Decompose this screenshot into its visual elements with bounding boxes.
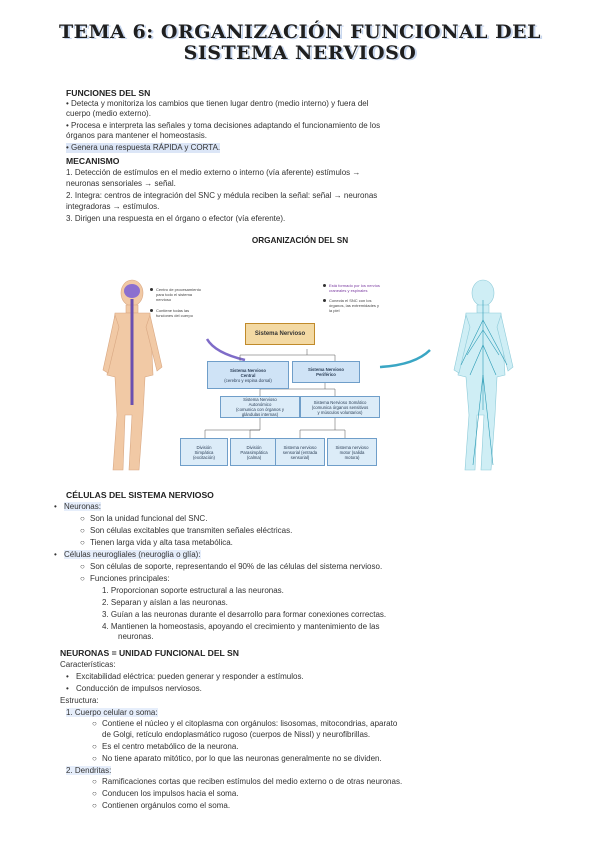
soma-sub: ○ No tiene aparato mitótico, por lo que las neuronas generalmente no se dividen. bbox=[92, 754, 382, 763]
note-left bbox=[150, 287, 230, 318]
dendritas-sub: ○ Contienen orgánulos como el soma. bbox=[92, 801, 231, 810]
diagram-heading: ORGANIZACIÓN DEL SN bbox=[251, 236, 349, 245]
caract-item: • Excitabilidad eléctrica: pueden generar y responder a estímulos. bbox=[66, 672, 304, 681]
box-parasimpatica: División Parasimpática (calma) bbox=[230, 438, 278, 466]
neuronas-item: • Neuronas: bbox=[54, 502, 101, 511]
nervous-system-diagram bbox=[95, 255, 520, 480]
note-left-line: Contiene todas las bbox=[156, 308, 190, 313]
funciones-line: órganos para mantener el homeostasis. bbox=[66, 131, 207, 140]
neuronas-unidad-heading: NEURONAS = UNIDAD FUNCIONAL DEL SN bbox=[60, 648, 239, 658]
note-right bbox=[323, 283, 413, 313]
note-left-line: para todo el sistema bbox=[156, 292, 193, 297]
caract-item: • Conducción de impulsos nerviosos. bbox=[66, 684, 202, 693]
funciones-line: • Procesa e interpreta las señales y toma decisiones adaptando el funcionamiento de los bbox=[66, 121, 381, 130]
title-line-2: SISTEMA NERVIOSO bbox=[183, 42, 417, 64]
glia-funcion-cont: neuronas. bbox=[118, 632, 154, 641]
note-right-line: la piel bbox=[329, 308, 340, 313]
celulas-heading: CÉLULAS DEL SISTEMA NERVIOSO bbox=[66, 490, 214, 500]
mecanismo-line: integradoras → estímulos. bbox=[66, 202, 160, 211]
note-right-line: Conecta el SNC con los bbox=[329, 298, 372, 303]
note-right-line: Está formado por los nervios bbox=[329, 283, 380, 288]
estructura-item-2: 2. Dendritas: bbox=[66, 766, 112, 775]
soma-sub-cont: de Golgi, retículo endoplasmático rugoso (cuerpos de Nissl) y neurofibrillas. bbox=[102, 730, 371, 739]
funciones-heading: FUNCIONES DEL SN bbox=[66, 88, 151, 98]
mecanismo-line: 2. Integra: centros de integración del SNC y médula reciben la señal: señal → neuronas bbox=[66, 191, 378, 200]
bullet-dot-icon bbox=[150, 309, 153, 312]
dendritas-sub: ○ Conducen los impulsos hacia el soma. bbox=[92, 789, 239, 798]
box-autonomo: Sistema Nervioso Autonómico (comunica con órganos y glándulas internas) bbox=[220, 396, 300, 418]
box-snp: Sistema Nervioso Periférico bbox=[292, 361, 360, 383]
mecanismo-line: neuronas sensoriales → señal. bbox=[66, 179, 176, 188]
funciones-line-highlight: • Genera una respuesta RÁPIDA y CORTA. bbox=[66, 143, 221, 152]
estructura-label: Estructura: bbox=[60, 696, 99, 705]
mecanismo-line: 1. Detección de estímulos en el medio externo o interno (vía aferente) estímulos → bbox=[66, 168, 361, 177]
page-title bbox=[0, 22, 600, 64]
bullet-dot-icon bbox=[323, 284, 326, 287]
arrow-to-periferico bbox=[380, 350, 430, 367]
box-motor: Sistema nervioso motor (salida motora) bbox=[327, 438, 377, 466]
neuronas-sub: ○ Son la unidad funcional del SNC. bbox=[80, 514, 208, 523]
caract-label: Características: bbox=[60, 660, 116, 669]
neuronas-sub: ○ Tienen larga vida y alta tasa metabólica. bbox=[80, 538, 233, 547]
dendritas-sub: ○ Ramificaciones cortas que reciben estímulos del medio externo o de otras neuronas. bbox=[92, 777, 403, 786]
estructura-item-1: 1. Cuerpo celular o soma: bbox=[66, 708, 158, 717]
soma-sub: ○ Contiene el núcleo y el citoplasma con orgánulos: lisosomas, mitocondrias, aparato bbox=[92, 719, 398, 728]
soma-sub: ○ Es el centro metabólico de la neurona. bbox=[92, 742, 239, 751]
glia-funcion: 4. Mantienen la homeostasis, apoyando el crecimiento y mantenimiento de las bbox=[102, 622, 380, 631]
note-right-line: órganos, las extremidades y bbox=[329, 303, 380, 308]
glia-funcion: 2. Separan y aíslan a las neuronas. bbox=[102, 598, 228, 607]
glia-funcion: 1. Proporcionan soporte estructural a las neuronas. bbox=[102, 586, 284, 595]
glia-funcion: 3. Guían a las neuronas durante el desarrollo para formar conexiones correctas. bbox=[102, 610, 387, 619]
arrow-to-central bbox=[207, 339, 245, 360]
box-sensorial: Sistema nervioso sensorial (entrada sensorial) bbox=[275, 438, 325, 466]
box-sistema-nervioso: Sistema Nervioso bbox=[245, 323, 315, 345]
glia-sub: ○ Funciones principales: bbox=[80, 574, 170, 583]
note-left-line: funciones del cuerpo bbox=[156, 313, 193, 318]
note-right-line: craneales y espinales bbox=[329, 288, 368, 293]
box-simpatica: División Simpática (excitación) bbox=[180, 438, 228, 466]
glia-item: • Células neurogliales (neuroglia o glía): bbox=[54, 550, 201, 559]
human-body-right-figure bbox=[454, 280, 513, 470]
mecanismo-heading: MECANISMO bbox=[66, 156, 120, 166]
glia-sub: ○ Son células de soporte, representando el 90% de las células del sistema nervioso. bbox=[80, 562, 383, 571]
box-somatico: Sistema Nervioso Somático (comunica órganos sensitivos y músculos voluntarios) bbox=[300, 396, 380, 418]
box-snc: Sistema Nervioso Central (cerebro y espina dorsal) bbox=[207, 361, 289, 389]
title-line-1: TEMA 6: ORGANIZACIÓN FUNCIONAL DEL bbox=[59, 21, 541, 43]
bullet-dot-icon bbox=[323, 299, 326, 302]
bullet-dot-icon bbox=[150, 288, 153, 291]
brain-left bbox=[124, 284, 140, 298]
funciones-line: cuerpo (medio externo). bbox=[66, 109, 151, 118]
neuronas-sub: ○ Son células excitables que transmiten señales eléctricas. bbox=[80, 526, 293, 535]
mecanismo-line: 3. Dirigen una respuesta en el órgano o efector (vía eferente). bbox=[66, 214, 286, 223]
note-left-line: Centro de procesamiento bbox=[156, 287, 201, 292]
note-left-line: nervioso bbox=[156, 297, 172, 302]
funciones-line: • Detecta y monitoriza los cambios que tienen lugar dentro (medio interno) y fuera del bbox=[66, 99, 369, 108]
